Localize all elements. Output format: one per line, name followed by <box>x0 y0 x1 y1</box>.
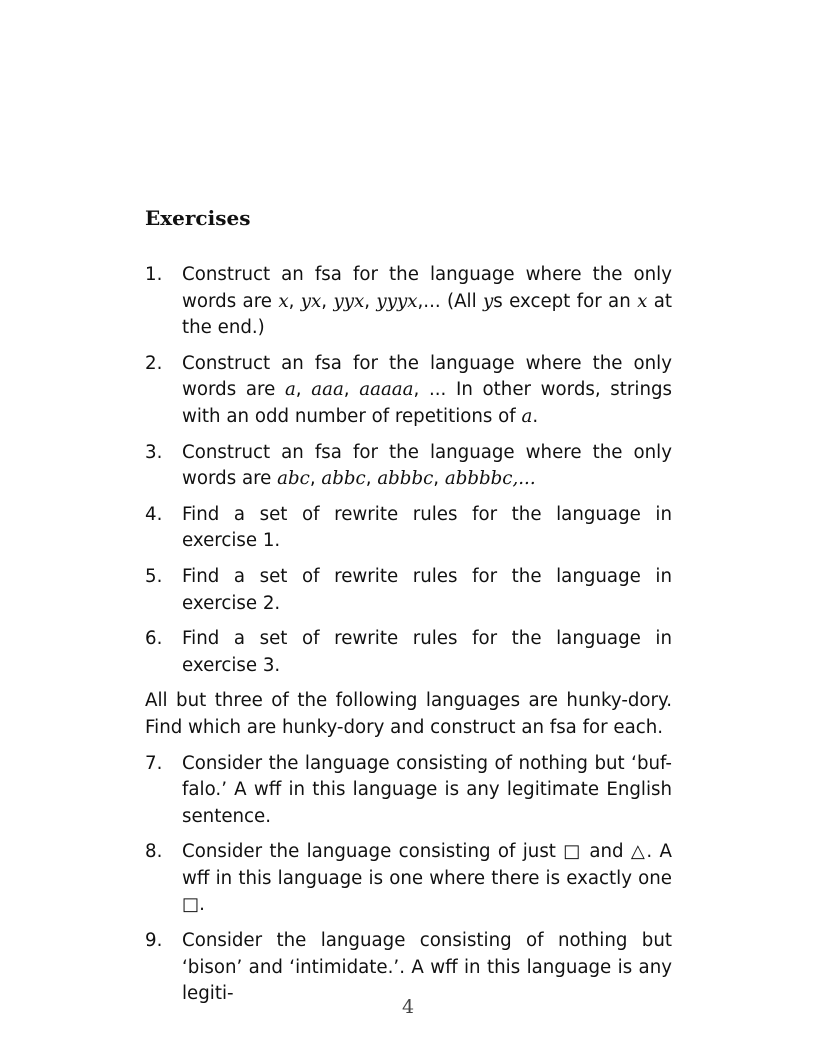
intro-paragraph: All but three of the following languages are hunky-dory. Find which are hunky-dory and construct an fsa for each. <box>145 690 672 738</box>
exercise-list-b <box>145 751 672 1008</box>
math-symbol: abbc <box>321 468 366 490</box>
text-fragment: Consider the language consisting of nothing but ‘buf-falo.’ A wff in this language is any legitimate English sentence. <box>182 752 672 827</box>
math-symbol: yx <box>300 290 322 312</box>
math-symbol: yyyx <box>376 290 418 312</box>
exercise-number: 9. <box>145 930 163 952</box>
text-fragment: Find a set of rewrite rules for the language in exercise 3. <box>182 628 672 676</box>
text-fragment: , <box>433 468 445 490</box>
page-content <box>145 205 672 1017</box>
text-fragment: Consider the language consisting of nothing but ‘bison’ and ‘intimidate.’. A wff in this language is any legiti- <box>182 930 672 1005</box>
exercise-number: 1. <box>145 264 163 285</box>
text-fragment: Construct an fsa for the language where the only words are <box>182 441 672 490</box>
exercise-list-a <box>145 262 672 679</box>
exercise-item <box>145 440 672 493</box>
exercise-number: 6. <box>145 628 163 650</box>
text-fragment: Consider the language consisting of just □ and △. A wff in this language is one where there is exactly one □. <box>182 841 672 916</box>
math-symbol: abbbc <box>377 468 434 490</box>
text-fragment: , <box>295 379 312 401</box>
math-symbol: ,... <box>512 468 536 490</box>
exercise-text <box>182 839 672 919</box>
math-symbol: a <box>521 405 533 427</box>
exercise-number: 4. <box>145 503 163 525</box>
text-fragment: , <box>365 468 378 490</box>
exercise-item <box>145 262 672 342</box>
exercise-item <box>145 564 672 617</box>
exercise-item <box>145 502 672 555</box>
text-fragment: Construct an fsa for the language where the only words are <box>182 352 672 401</box>
exercise-item <box>145 751 672 831</box>
exercise-text <box>182 626 672 679</box>
math-symbol: aaaaa <box>359 379 414 401</box>
exercise-number: 7. <box>145 752 163 774</box>
math-symbol: aaa <box>311 379 344 401</box>
math-symbol: abbbbc <box>444 468 513 490</box>
text-fragment: , ... In other words, strings with an odd number of repetitions of <box>182 379 672 427</box>
math-symbol: x <box>637 290 648 312</box>
text-fragment: Find a set of rewrite rules for the language in exercise 2. <box>182 565 672 614</box>
exercise-text <box>182 564 672 617</box>
exercise-text <box>182 351 672 431</box>
math-symbol: x <box>278 290 289 312</box>
text-fragment: , <box>309 468 322 490</box>
text-fragment: Find a set of rewrite rules for the language in exercise 1. <box>182 503 672 552</box>
exercise-number: 3. <box>145 441 163 463</box>
math-symbol: y <box>483 290 494 312</box>
page-number: 4 <box>401 996 415 1018</box>
exercise-text <box>182 262 672 342</box>
text-fragment: Construct an fsa for the language where the only words are <box>182 264 672 312</box>
math-symbol: abc <box>277 468 310 490</box>
exercise-number: 8. <box>145 841 163 863</box>
text-fragment: . <box>532 405 539 427</box>
text-fragment: , <box>343 379 360 401</box>
math-symbol: a <box>284 379 296 401</box>
exercise-text <box>182 502 672 555</box>
section-heading: Exercises <box>145 206 251 230</box>
text-fragment: , <box>288 290 301 312</box>
text-fragment: at the end.) <box>182 290 672 339</box>
exercise-text <box>182 751 672 831</box>
exercise-item <box>145 839 672 919</box>
text-fragment: , <box>364 290 377 312</box>
text-fragment: , <box>321 290 334 312</box>
text-fragment: ,... (All <box>417 290 484 312</box>
exercise-item <box>145 626 672 679</box>
text-fragment: s except for an <box>493 290 638 312</box>
exercise-number: 2. <box>145 352 163 374</box>
math-symbol: yyx <box>333 290 365 312</box>
exercise-number: 5. <box>145 565 163 587</box>
exercise-text <box>182 440 672 493</box>
exercise-item <box>145 351 672 431</box>
